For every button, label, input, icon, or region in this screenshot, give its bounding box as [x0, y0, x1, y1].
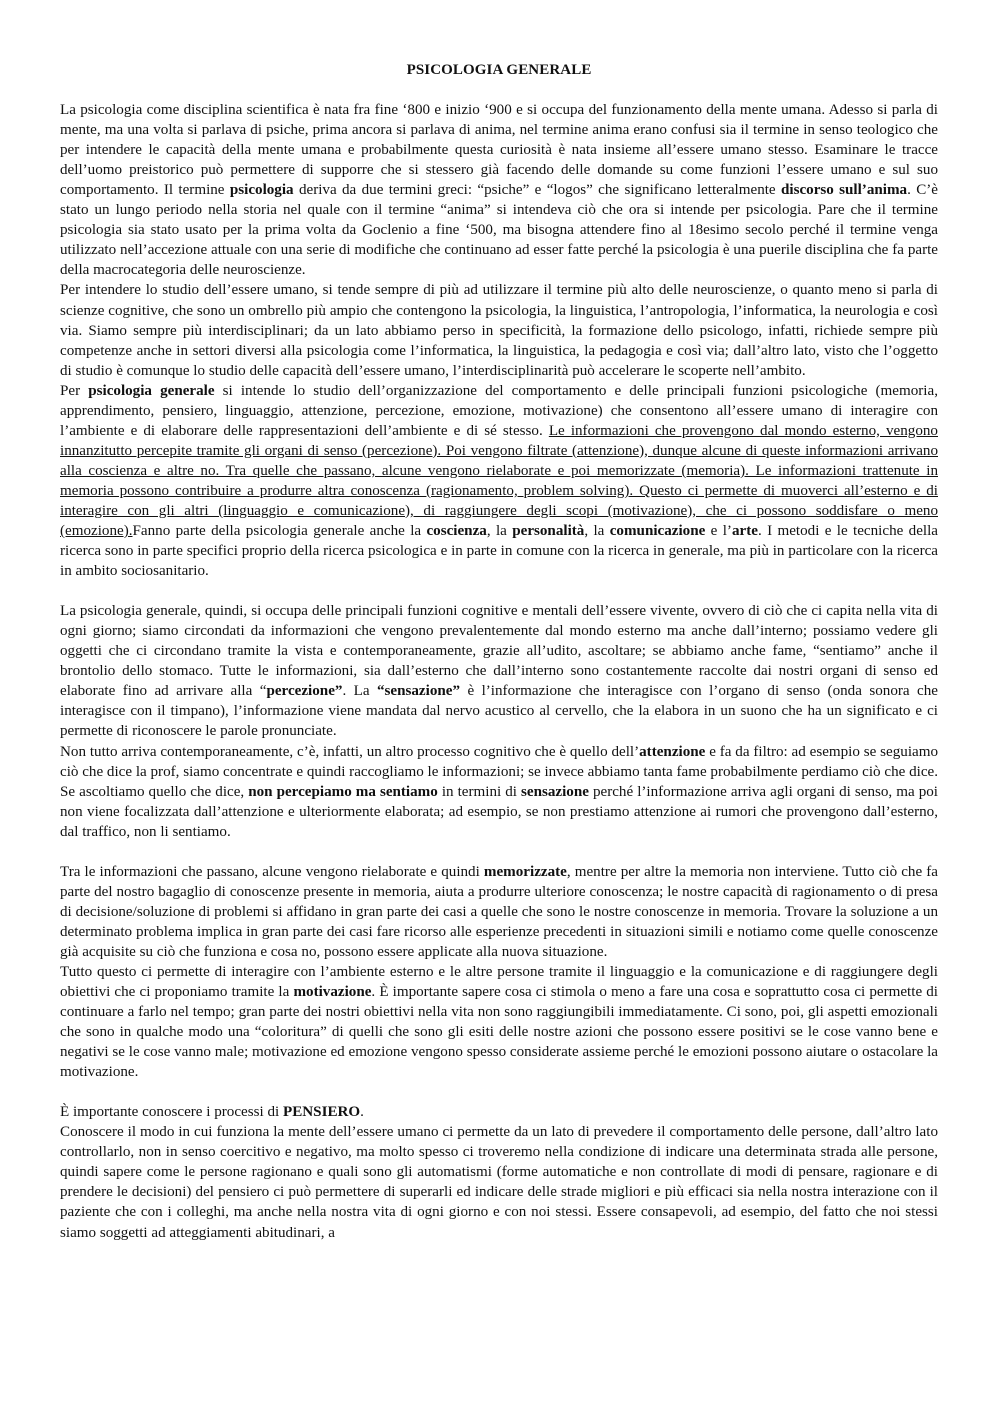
- text-run: e l’: [705, 523, 732, 540]
- text-run: in termini di: [437, 783, 521, 800]
- text-run: , la: [486, 523, 513, 540]
- bold-term: memorizzate: [483, 863, 567, 880]
- text-run: , mentre per altre la memoria non interviene. Tutto ciò che fa parte del nostro bagaglio di conoscenze presente in memoria, aiuta a produrre ulteriore conoscenza; le nostre capacità di ragionamento o di presa di decisione/soluzione di problemi si affidano in gran parte dei casi a quelle che sono le nostre conoscenze in memoria. Trovare la soluzione a un determinato problema implica in gran parte dei casi fare ricorso alle esperienze precedenti in situazioni simili e notiamo come quelle conoscenze già acquisite su ciò che funziona e cosa no, possono essere applicate alla nuova situazione.: [60, 863, 938, 960]
- paragraph-gap: [60, 1082, 938, 1102]
- bold-term: discorso sull’anima: [780, 182, 908, 199]
- text-run: Tra le informazioni che passano, alcune vengono rielaborate e quindi: [60, 863, 484, 880]
- text-run: è l’informazione che interagisce con l’organo di senso (onda sonora che interagisce con il timpano), l’informazione viene mandata dal nervo acustico al cervello, che la elabora in un suono che ha un significato e ci permette di riconoscere le parole pronunciate.: [60, 683, 938, 740]
- paragraph-origins: [60, 100, 938, 280]
- paragraph-general-psychology: [60, 381, 938, 581]
- bold-term: psicologia generale: [88, 382, 215, 399]
- bold-term: “sensazione”: [377, 683, 461, 700]
- bold-term: percezione”: [266, 683, 343, 700]
- text-run: È importante conoscere i processi di: [60, 1104, 283, 1121]
- bold-term: arte: [731, 523, 758, 540]
- text-run: . La: [342, 683, 377, 700]
- bold-term: personalità: [512, 523, 585, 540]
- page-title: PSICOLOGIA GENERALE: [406, 62, 592, 78]
- paragraph-perception: [60, 601, 938, 741]
- text-run: , la: [584, 523, 610, 540]
- document-page: [60, 60, 938, 1243]
- paragraph-gap: [60, 842, 938, 862]
- text-run: perché l’informazione arriva agli organi di senso, ma poi non viene focalizzata dall’attenzione e ulteriormente elaborata; ad esempio, se non prestiamo attenzione ai rumori che provengono dall’esterno, dal traffico, non li sentiamo.: [60, 783, 938, 840]
- bold-term: coscienza: [426, 523, 487, 540]
- text-run: e fa da filtro: ad esempio se seguiamo ciò che dice la prof, siamo concentrate e quindi raccogliamo le informazioni; se invece abbiamo tanta fame probabilmente perdiamo ciò che dice. Se ascoltiamo quello che dice,: [60, 743, 939, 800]
- bold-term: psicologia: [229, 182, 294, 199]
- text-run: Non tutto arriva contemporaneamente, c’è, infatti, un altro processo cognitivo che è quello dell’: [60, 743, 640, 760]
- paragraph-attention: [60, 742, 938, 842]
- bold-term: non percepiamo ma sentiamo: [248, 783, 438, 800]
- text-run: .: [360, 1104, 364, 1121]
- bold-term: sensazione: [521, 783, 589, 800]
- text-run: La psicologia come disciplina scientifica è nata fra fine ‘800 e inizio ‘900 e si occupa del funzionamento della mente umana. Adesso si parla di mente, ma una volta si parlava di psiche, prima ancora si parlava di anima, nel termine anima erano confusi sia il termine in senso teologico che per intendere le capacità della mente umana e probabilmente questa curiosità è nata insieme all’essere umano stesso. Esaminare le tracce dell’uomo preistorico può permettere di supporre che si stessero già facendo delle domande su come funzioni l’essere umano e sul suo comportamento. Il termine: [60, 102, 938, 199]
- text-run: . C’è stato un lungo periodo nella storia nel quale con il termine “anima” si intendeva ciò che ora si intende per psicologia. Pare che il termine psicologia sia stato usato per la prima volta da Goclenio a fine ‘500, ma bisogna attendere fino al 18esimo secolo perché il termine venga utilizzato nell’accezione attuale con una serie di modifiche che continuano ad esser fatte perché la psicologia è una puerile disciplina che fa parte della macrocategoria delle neuroscienze.: [60, 182, 939, 279]
- text-run: . È importante sapere cosa ci stimola o meno a fare una cosa e soprattutto cosa ci permette di continuare a farlo nel tempo; gran parte dei nostri obiettivi nella vita non sono raggiungibili immediatamente. Ci sono, poi, gli aspetti emozionali che sono in qualche modo una “coloritura” di quelli che sono gli esiti delle nostre azioni che possono essere positivi se le cose vanno bene e negativi se le cose vanno male; motivazione ed emozione vengono spesso considerate assieme perché le emozioni possono aiutare o ostacolare la motivazione.: [60, 984, 938, 1081]
- bold-term: PENSIERO: [282, 1104, 361, 1121]
- text-run: Per: [60, 382, 89, 399]
- text-run: si intende lo studio dell’organizzazione del comportamento e delle principali funzioni psicologiche (memoria, apprendimento, pensiero, linguaggio, attenzione, percezione, emozione, motivazione) che consentono all’essere umano di interagire con l’ambiente e di elaborare delle rappresentazioni dell’ambiente e di sé stesso.: [60, 382, 938, 439]
- paragraph-gap: [60, 581, 938, 601]
- text-run: La psicologia generale, quindi, si occupa delle principali funzioni cognitive e mentali dell’essere vivente, ovvero di ciò che ci capita nella vita di ogni giorno; siamo circondati da informazioni che vengono prevalentemente dal mondo esterno ma anche dall’interno; possiamo vedere gli oggetti che ci circondano tramite la vista e contemporaneamente, grazie all’udito, ascoltare; se abbiamo anche fame, “sentiamo” anche il brontolio dello stomaco. Tutte le informazioni, sia dall’esterno che dall’interno sono costantemente raccolte dai nostri organi di senso ed elaborate fino ad arrivare alla “: [60, 603, 938, 700]
- bold-term: motivazione: [293, 984, 372, 1001]
- paragraph-thought-heading: [60, 1102, 938, 1122]
- underlined-text: Le informazioni che provengono dal mondo esterno, vengono innanzitutto percepite tramite gli organi di senso (percezione). Poi vengono filtrate (attenzione), dunque alcune di queste informazioni arrivano alla coscienza e altre no. Tra quelle che passano, alcune vengono rielaborate e poi memorizzate (memoria). Le informazioni trattenute in memoria possono contribuire a produrre altra conoscenza (ragionamento, problem solving). Questo ci permette di muoverci all’esterno e di interagire con gli altri (linguaggio e comunicazione), di raggiungere degli scopi (motivazione), che ci possono soddisfare o meno (emozione).: [60, 422, 938, 540]
- paragraph-thought: Conoscere il modo in cui funziona la mente dell’essere umano ci permette da un lato di prevedere il comportamento delle persone, dall’altro lato controllarlo, non in senso coercitivo e negativo, ma molto spesso ci troveremo nella condizione di indicare una determinata strada alle persone, quindi sapere come le persone ragionano e quali sono gli automatismi (forme automatiche e non controllate di modi di pensare, ragionare e di prendere le decisioni) del pensiero ci può permettere di superarli ed indicare delle strade migliori e più efficaci sia nella nostra interazione con il paziente che con i colleghi, ma anche nella nostra vita di ogni giorno e con noi stessi. Essere consapevoli, ad esempio, del fatto che noi stessi siamo soggetti ad atteggiamenti abitudinari, a: [60, 1124, 938, 1241]
- text-run: deriva da due termini greci: “psiche” e “logos” che significano letteralmente: [293, 182, 781, 199]
- bold-term: attenzione: [639, 743, 706, 760]
- paragraph-motivation: [60, 962, 938, 1082]
- text-run: Fanno parte della psicologia generale anche la: [132, 523, 427, 540]
- text-run: Tutto questo ci permette di interagire con l’ambiente esterno e le altre persone tramite il linguaggio e la comunicazione e di raggiungere degli obiettivi che ci proponiamo tramite la: [60, 963, 938, 1001]
- paragraph-neuroscience: Per intendere lo studio dell’essere umano, si tende sempre di più ad utilizzare il termine più alto delle neuroscienze, o quanto meno si parla di scienze cognitive, che sono un ombrello più ampio che contengono la psicologia, la linguistica, l’antropologia, l’informatica, la neurologia e così via. Siamo sempre più interdisciplinari; da un lato abbiamo perso in specificità, la formazione dello psicologo, infatti, richiede sempre più competenze anche in settori diversi alla psicologia come l’informatica, la linguistica, la pedagogia e così via; dall’altro lato, visto che l’oggetto di studio è comunque lo studio delle capacità dell’essere umano, l’interdisciplinarità può accelerare le scoperte nell’ambito.: [60, 282, 938, 379]
- bold-term: comunicazione: [609, 523, 706, 540]
- paragraph-memory: [60, 862, 938, 962]
- text-run: . I metodi e le tecniche della ricerca sono in parte specifici proprio della ricerca psicologica e in parte in comune con la ricerca in generale, ma più in particolare con la ricerca in ambito sociosanitario.: [60, 523, 939, 580]
